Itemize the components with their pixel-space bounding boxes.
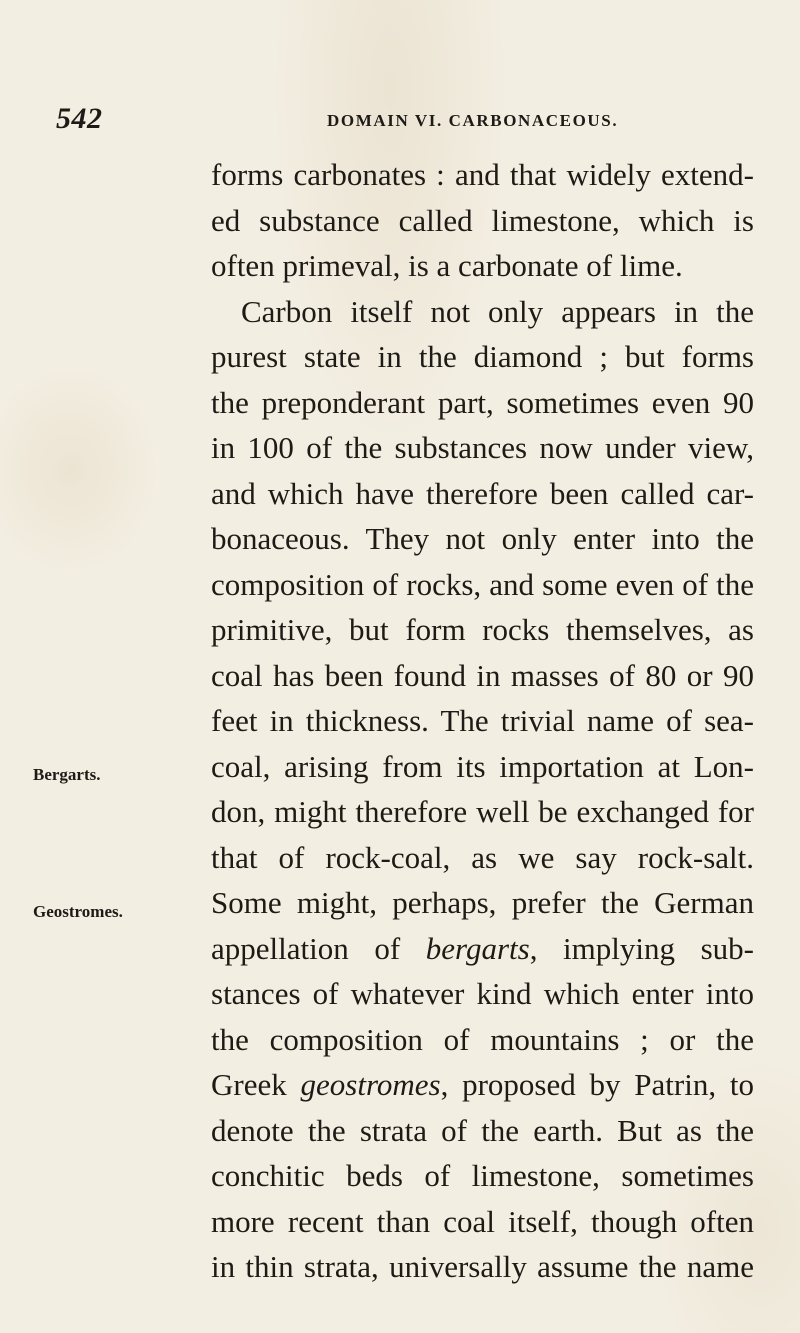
text-line: composition of rocks, and some even of the (211, 566, 754, 602)
text-line: often primeval, is a carbonate of lime. (211, 248, 683, 283)
text-line: the preponderant part, sometimes even 90 (211, 384, 754, 420)
text-line: the composition of mountains ; or the (211, 1021, 754, 1057)
text-line: feet in thickness. The trivial name of sea- (211, 703, 754, 738)
text-line: ed substance called limestone, which is (211, 202, 754, 238)
margin-note-geostromes: Geostromes. (33, 902, 123, 921)
page-number: 542 (56, 102, 103, 135)
text-line: conchitic beds of limestone, sometimes (211, 1158, 754, 1193)
text-line: Some might, perhaps, prefer the German (211, 885, 754, 920)
text-line: don, might therefore well be exchanged for (211, 794, 754, 829)
text-line-with-italic (211, 926, 754, 972)
text-line: coal has been found in masses of 80 or 90 (211, 657, 754, 693)
text-line: forms carbonates : and that widely extend- (211, 157, 754, 192)
text-line: purest state in the diamond ; but forms (211, 339, 754, 374)
text-segment: appellation of (211, 930, 426, 966)
margin-note-bergarts: Bergarts. (33, 765, 101, 784)
text-line: in 100 of the substances now under view, (211, 430, 754, 465)
text-line: primitive, but form rocks themselves, as (211, 612, 754, 647)
text-line: that of rock-coal, as we say rock-salt. (211, 839, 754, 875)
text-line: in thin strata, universally assume the name (211, 1249, 754, 1284)
text-line: more recent than coal itself, though often (211, 1203, 754, 1239)
italic-term-geostromes: geostromes (300, 1067, 441, 1102)
text-segment: Greek (211, 1067, 301, 1102)
text-line: coal, arising from its importation at Lon- (211, 748, 754, 784)
italic-term-bergarts: bergarts (425, 930, 530, 966)
text-line: stances of whatever kind which enter into (211, 976, 754, 1011)
running-head: DOMAIN VI. CARBONACEOUS. (327, 111, 619, 130)
text-line: bonaceous. They not only enter into the (211, 521, 754, 556)
text-line-with-italic (211, 1062, 754, 1108)
body-text (211, 152, 754, 1290)
text-segment: , implying sub- (529, 930, 754, 966)
text-line: and which have therefore been called car- (211, 475, 754, 511)
text-line: Carbon itself not only appears in the (241, 293, 754, 329)
text-segment: , proposed by Patrin, to (440, 1067, 754, 1102)
text-line: denote the strata of the earth. But as the (211, 1112, 754, 1148)
